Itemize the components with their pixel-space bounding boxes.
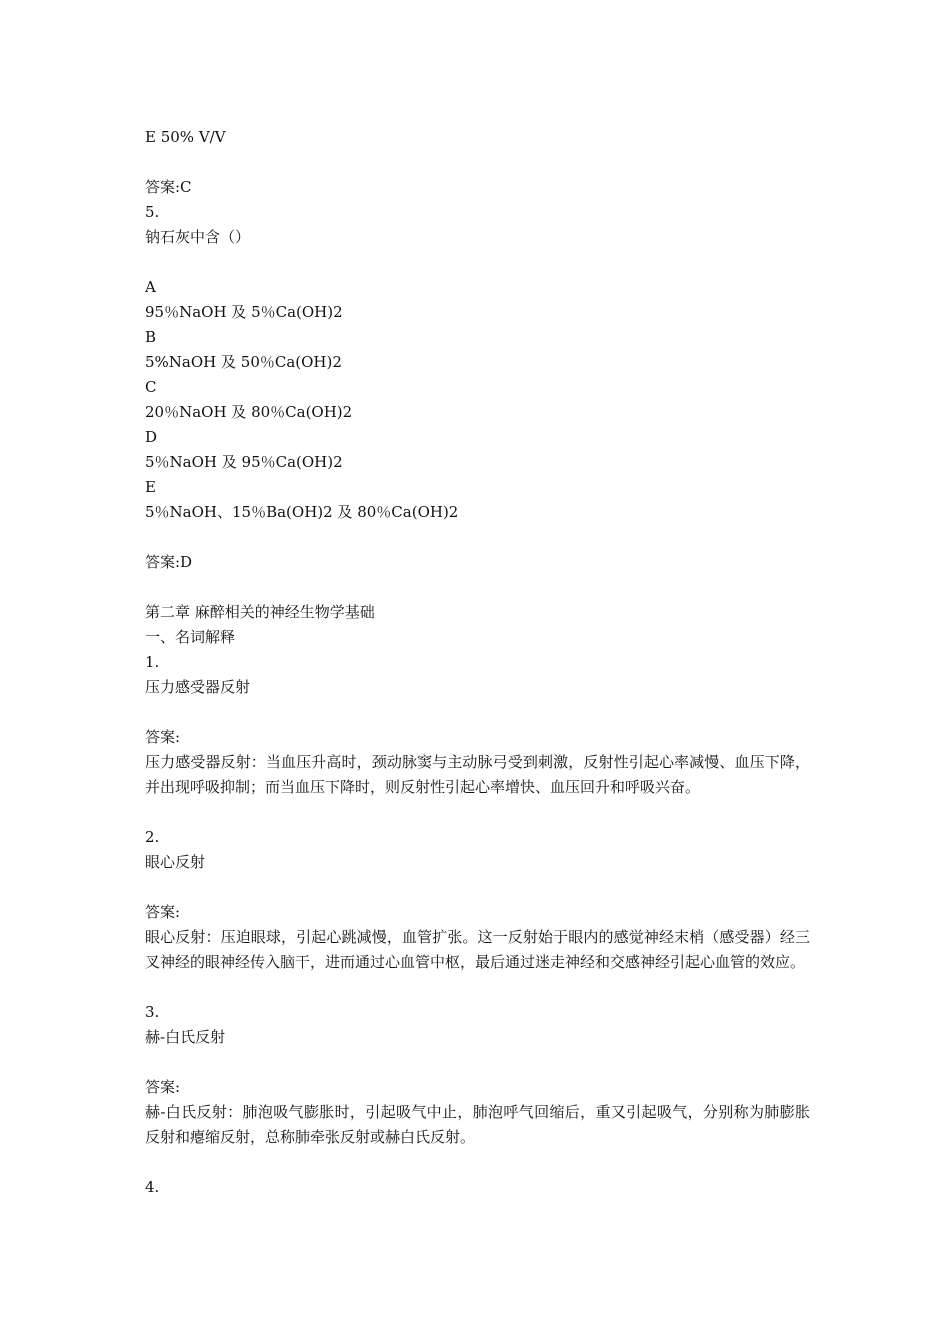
option-letter-c: C (145, 378, 157, 396)
option-letter-a: A (145, 278, 156, 296)
term-answer-label: 答案: (145, 1078, 181, 1096)
spacer (145, 525, 810, 550)
option-letter-b: B (145, 328, 157, 346)
prev-answer: 答案:C (145, 178, 192, 196)
spacer (145, 875, 810, 900)
spacer (145, 800, 810, 825)
term-name: 压力感受器反射 (145, 678, 251, 696)
term-number: 2. (145, 828, 160, 846)
option-text-a: 95％NaOH 及 5％Ca(OH)2 (145, 303, 343, 321)
option-text-e: 5％NaOH、15％Ba(OH)2 及 80％Ca(OH)2 (145, 503, 459, 521)
term-answer-text: 眼心反射：压迫眼球，引起心跳减慢，血管扩张。这一反射始于眼内的感觉神经末梢（感受器）经三叉神经的眼神经传入脑干，进而通过心血管中枢，最后通过迷走神经和交感神经引起心血管的效应。 (145, 928, 810, 971)
term-answer-text: 压力感受器反射：当血压升高时，颈动脉窦与主动脉弓受到刺激，反射性引起心率减慢、血压下降，并出现呼吸抑制；而当血压下降时，则反射性引起心率增快、血压回升和呼吸兴奋。 (145, 753, 810, 796)
section-title: 一、名词解释 (145, 628, 236, 646)
prev-option-e: E 50% V/V (145, 128, 226, 146)
spacer (145, 250, 810, 275)
spacer (145, 150, 810, 175)
question-number: 5. (145, 203, 160, 221)
chapter-title: 第二章 麻醉相关的神经生物学基础 (145, 603, 375, 621)
option-text-d: 5％NaOH 及 95％Ca(OH)2 (145, 453, 343, 471)
term-name: 赫-白氏反射 (145, 1028, 226, 1046)
term-answer-label: 答案: (145, 728, 181, 746)
term-number: 1. (145, 653, 160, 671)
term-number: 3. (145, 1003, 160, 1021)
spacer (145, 1150, 810, 1175)
term-name: 眼心反射 (145, 853, 206, 871)
spacer (145, 575, 810, 600)
question-stem: 钠石灰中含（） (145, 228, 251, 246)
next-term-number: 4. (145, 1178, 160, 1196)
option-letter-d: D (145, 428, 158, 446)
option-letter-e: E (145, 478, 156, 496)
term-answer-text: 赫-白氏反射：肺泡吸气膨胀时，引起吸气中止，肺泡呼气回缩后，重又引起吸气，分别称为肺膨胀反射和瘪缩反射，总称肺牵张反射或赫白氏反射。 (145, 1103, 810, 1146)
document-page (145, 125, 810, 1200)
spacer (145, 975, 810, 1000)
option-text-c: 20％NaOH 及 80％Ca(OH)2 (145, 403, 353, 421)
spacer (145, 1050, 810, 1075)
term-answer-label: 答案: (145, 903, 181, 921)
spacer (145, 700, 810, 725)
option-text-b: 5%NaOH 及 50％Ca(OH)2 (145, 353, 342, 371)
question-answer: 答案:D (145, 553, 193, 571)
